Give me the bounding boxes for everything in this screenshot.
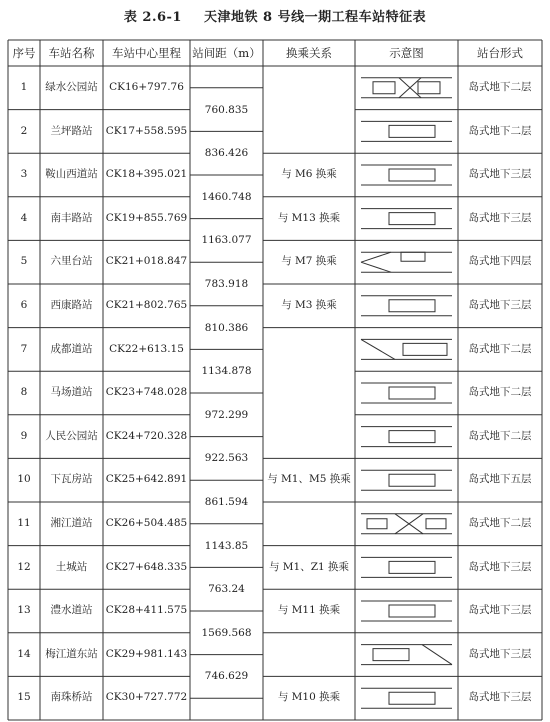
table-cell-no: 11 [17,517,31,529]
station-distance: 861.594 [204,496,249,508]
table-cell-mileage: CK21+018.847 [105,255,188,268]
table-cell-no: 5 [20,255,28,268]
column-header: 车站中心里程 [112,46,181,60]
platform-box [389,300,435,312]
table-cell-name: 绿水公园站 [45,81,98,93]
table-cell-no: 14 [17,647,31,660]
platform-box [389,213,435,225]
platform-box [367,519,387,529]
table-cell-name: 南丰路站 [50,211,93,224]
table-cell-platform: 岛式地下三层 [468,647,532,660]
station-distance: 972.299 [204,408,249,421]
table-cell-no: 2 [20,124,28,137]
table-cell-transfer: 与 M10 换乘 [277,691,341,704]
station-distance: 1569.568 [201,626,252,639]
platform-box [418,82,440,94]
platform-box [389,431,435,443]
table-cell-name: 人民公园站 [45,429,98,442]
table-cell-platform: 岛式地下二层 [468,386,532,399]
table-cell-platform: 岛式地下四层 [468,255,532,268]
table-cell-no: 10 [17,473,31,486]
table-cell-no: 1 [20,81,28,93]
table-cell-name: 西康路站 [50,299,93,311]
platform-box [389,169,435,181]
table-cell-no: 9 [20,429,28,442]
turnout-line [361,339,395,359]
table-cell-no: 4 [20,211,28,224]
table-cell-name: 六里台站 [50,255,93,268]
turnout-line [361,252,391,262]
column-header: 示意图 [389,46,424,60]
table-cell-mileage: CK26+504.485 [105,517,188,529]
table-cell-transfer: 与 M3 换乘 [281,299,337,311]
station-distance: 760.835 [204,103,249,116]
column-header: 车站名称 [48,46,95,60]
table-cell-transfer: 与 M7 换乘 [281,255,337,268]
platform-box [401,252,425,261]
platform-box [389,605,435,617]
table-cell-no: 3 [20,168,28,181]
table-cell-no: 13 [17,604,31,617]
table-cell-name: 土城站 [55,560,88,573]
column-header: 站间距（m） [192,46,261,60]
station-distance: 810.386 [204,321,249,334]
table-cell-transfer: 与 M1、Z1 换乘 [268,560,350,573]
table-cell-name: 南珠桥站 [50,691,93,704]
table-cell-mileage: CK24+720.328 [105,429,188,442]
station-distance: 783.918 [204,278,249,290]
table-cell-platform: 岛式地下五层 [468,473,532,486]
table-cell-mileage: CK18+395.021 [105,168,188,181]
table-cell-no: 8 [20,386,28,399]
table-cell-transfer: 与 M1、M5 换乘 [267,473,351,486]
table-cell-platform: 岛式地下三层 [468,604,532,617]
table-cell-name: 成都道站 [50,342,93,355]
table-cell-name: 湘江道站 [50,517,93,529]
station-distance: 1134.878 [201,365,252,378]
table-cell-platform: 岛式地下二层 [468,429,532,442]
station-distance: 763.24 [208,583,245,596]
table-cell-mileage: CK27+648.335 [105,560,188,573]
table-cell-transfer: 与 M13 换乘 [277,211,341,224]
table-cell-platform: 岛式地下三层 [468,211,532,224]
table-cell-mileage: CK28+411.575 [105,604,188,617]
platform-box [373,649,409,661]
table-cell-mileage: CK21+802.765 [105,299,188,311]
table-cell-platform: 岛式地下三层 [468,560,532,573]
table-cell-mileage: CK25+642.891 [105,473,188,486]
table-cell-transfer: 与 M11 换乘 [277,604,341,617]
turnout-line [422,645,452,665]
platform-box [403,343,447,355]
platform-box [389,474,435,486]
table-cell-no: 15 [17,691,31,704]
platform-box [426,519,446,529]
table-cell-platform: 岛式地下三层 [468,299,532,311]
platform-box [389,692,435,704]
station-distance: 922.563 [204,452,249,465]
station-distance: 1460.748 [201,190,252,203]
station-distance: 1143.85 [204,539,249,552]
table-cell-mileage: CK16+797.76 [109,81,184,93]
station-distance: 746.629 [204,670,249,683]
table-cell-mileage: CK23+748.028 [105,386,188,399]
table-cell-name: 鞍山西道站 [45,168,98,181]
platform-box [373,82,395,94]
table-number: 表 2.6-1 [123,10,182,25]
platform-box [389,561,435,573]
station-distance: 836.426 [204,147,249,160]
table-cell-platform: 岛式地下二层 [468,81,532,93]
table-cell-no: 6 [20,299,28,311]
table-cell-mileage: CK30+727.772 [105,691,188,704]
table-cell-platform: 岛式地下二层 [468,124,532,137]
table-cell-name: 梅江道东站 [45,647,98,660]
table-cell-no: 12 [17,560,31,573]
column-header: 站台形式 [477,46,523,60]
table-cell-platform: 岛式地下二层 [468,517,532,529]
table-cell-platform: 岛式地下三层 [468,691,532,704]
table-cell-platform: 岛式地下三层 [468,168,532,181]
table-cell-mileage: CK29+981.143 [105,647,188,660]
table-cell-name: 下瓦房站 [50,473,93,486]
table-cell-name: 澧水道站 [50,604,93,617]
table-cell-name: 马场道站 [50,386,93,399]
table-cell-mileage: CK19+855.769 [105,211,188,224]
platform-box [389,125,435,137]
station-distance: 1163.077 [201,234,252,247]
table-title: 天津地铁 8 号线一期工程车站特征表 [203,10,427,25]
table-cell-name: 兰坪路站 [50,124,93,137]
table-cell-no: 7 [20,342,28,355]
column-header: 换乘关系 [286,46,332,60]
table-cell-mileage: CK22+613.15 [109,342,184,355]
table-cell-mileage: CK17+558.595 [105,124,188,137]
table-cell-platform: 岛式地下二层 [468,342,532,355]
platform-box [389,387,435,399]
turnout-line [361,262,391,272]
table-cell-transfer: 与 M6 换乘 [281,168,337,181]
column-header: 序号 [12,46,36,60]
